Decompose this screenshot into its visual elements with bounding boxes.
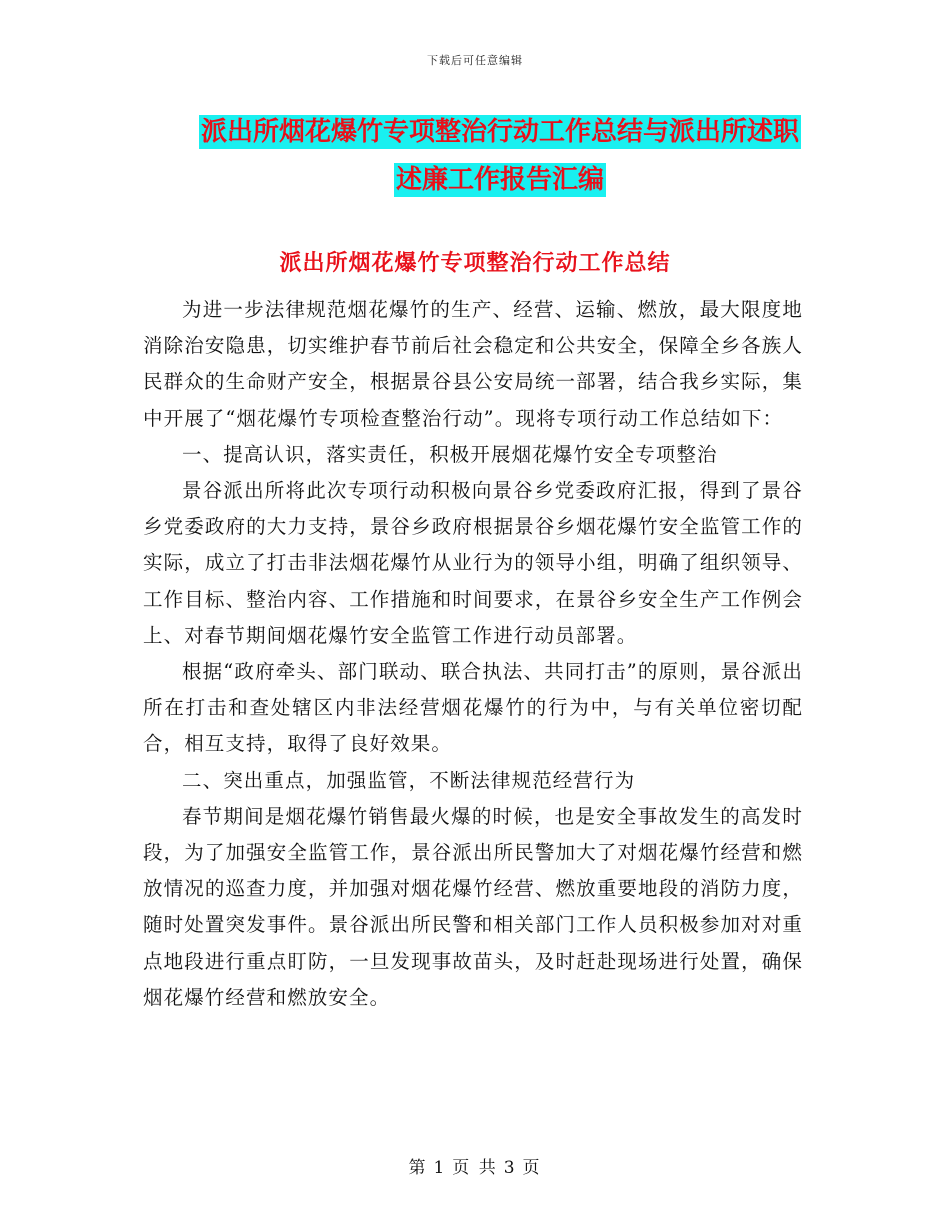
heading-part-1: 一、提高认识，落实责任，积极开展烟花爆竹安全专项整治 — [182, 442, 718, 466]
footer-prefix: 第 — [408, 1158, 428, 1178]
document-title — [120, 108, 880, 204]
footer-middle: 页 共 — [452, 1158, 498, 1178]
paragraph: 景谷派出所将此次专项行动积极向景谷乡党委政府汇报，得到了景谷乡党委政府的大力支持，景谷乡政府根据景谷乡烟花爆竹安全监管工作的实际，成立了打击非法烟花爆竹从业行为的领导小组，明确了组织领导、工作目标、整治内容、工作措施和时间要求，在景谷乡安全生产工作例会上、对春节期间烟花爆竹安全监管工作进行动员部署。 — [143, 479, 803, 647]
paragraph: 根据“政府牵头、部门联动、联合执法、共同打击”的原则，景谷派出所在打击和查处辖区内非法经营烟花爆竹的行为中，与有关单位密切配合，相互支持，取得了良好效果。 — [143, 660, 803, 756]
paragraph: 春节期间是烟花爆竹销售最火爆的时候，也是安全事故发生的高发时段，为了加强安全监管工作，景谷派出所民警加大了对烟花爆竹经营和燃放情况的巡查力度，并加强对烟花爆竹经营、燃放重要地段的消防力度，随时处置突发事件。景谷派出所民警和相关部门工作人员积极参加对对重点地段进行重点盯防，一旦发现事故苗头，及时赶赴现场进行处置，确保烟花爆竹经营和燃放安全。 — [143, 804, 803, 1009]
document-title-line-1: 派出所烟花爆竹专项整治行动工作总结与派出所述职 — [200, 117, 799, 147]
section-title: 派出所烟花爆竹专项整治行动工作总结 — [279, 251, 671, 276]
page-number: 1 — [433, 1158, 447, 1178]
heading-part-2: 二、突出重点，加强监管，不断法律规范经营行为 — [182, 768, 636, 792]
page-footer — [0, 1153, 950, 1178]
document-body — [143, 292, 803, 1016]
page-total: 3 — [503, 1158, 517, 1178]
header-note: 下载后可任意编辑 — [427, 54, 523, 67]
paragraph-intro: 为进一步法律规范烟花爆竹的生产、经营、运输、燃放，最大限度地消除治安隐患，切实维护春节前后社会稳定和公共安全，保障全乡各族人民群众的生命财产安全，根据景谷县公安局统一部署，结合我乡实际，集中开展了“烟花爆竹专项检查整治行动”。现将专项行动工作总结如下： — [143, 298, 803, 430]
footer-suffix: 页 — [522, 1158, 542, 1178]
document-title-line-2: 述廉工作报告汇编 — [395, 165, 604, 195]
